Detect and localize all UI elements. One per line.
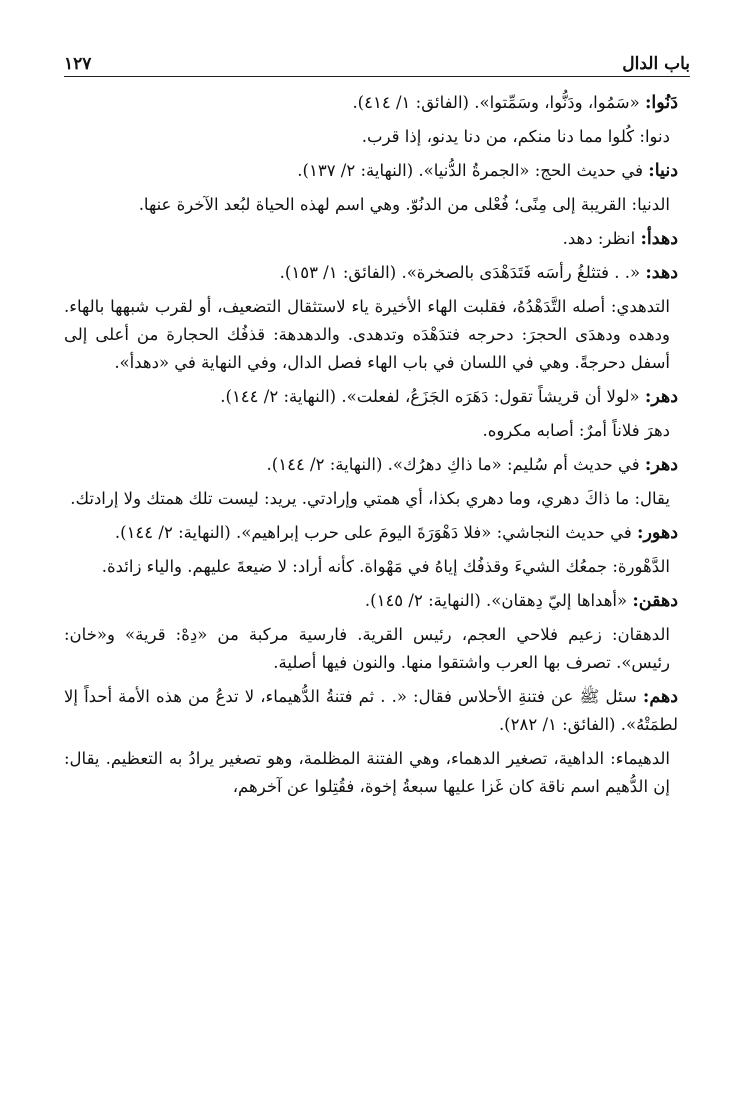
entry-text: سئل ﷺ عن فتنةِ الأحلاس فقال: «. . ثم فتنةُ الدُّهيماء، لا تدعُ من هذه الأمة أحداً إلا لطمَتْهُ». (الفائق: ١/ ٢٨٢).	[64, 687, 678, 734]
headword: دهم:	[642, 687, 678, 707]
headword: دهور:	[637, 523, 678, 543]
entry-text: في حديث أم سُليم: «ما ذاكِ دهرُك». (النهاية: ٢/ ١٤٤).	[266, 455, 645, 474]
entry-text: انظر: دهد.	[562, 229, 641, 248]
headword: دهقن:	[632, 591, 678, 611]
entry-text: «سَمُوا، ودَنُّوا، وسَمِّتوا». (الفائق: ١/ ٤١٤).	[352, 93, 645, 112]
definition-paragraph	[64, 745, 690, 801]
headword: دهد:	[645, 263, 678, 283]
entry-text: «. . فتثلغُ رأسَه فَتَدَهْدَى بالصخرة». (الفائق: ١/ ١٥٣).	[279, 263, 646, 282]
definition-text: الدنيا: القريبة إلى مِنًى؛ فُعْلى من الدنُوّ. وهي اسم لهذه الحياة لبُعد الآخرة عنها.	[138, 195, 670, 214]
headword: دهر:	[644, 387, 678, 407]
headword: دهدأ:	[640, 229, 678, 249]
definition-paragraph	[64, 417, 690, 445]
chapter-title: باب الدال	[622, 54, 690, 74]
definition-text: دنوا: كُلوا مما دنا منكم، من دنا يدنو، إذا قرب.	[361, 127, 670, 146]
definition-paragraph	[64, 123, 690, 151]
page-header	[64, 46, 690, 77]
entry-paragraph	[64, 519, 690, 547]
definition-paragraph	[64, 293, 690, 377]
definition-text: الدهيماء: الداهية، تصغير الدهماء، وهي الفتنة المظلمة، وهو تصغير يرادُ به التعظيم. يقال: إن الدُّهيم اسم ناقة كان غَزا عليها سبعةُ إخوة، فقُتِلوا عن آخرهم،	[64, 749, 670, 796]
headword: دَنُوا:	[644, 93, 678, 113]
definition-text: يقال: ما ذاكَ دهري، وما دهري بكذا، أي همتي وإرادتي. يريد: ليست تلك همتك ولا إرادتك.	[70, 489, 670, 508]
entry-paragraph	[64, 451, 690, 479]
headword: دنيا:	[648, 161, 678, 181]
entry-paragraph	[64, 683, 690, 739]
definition-paragraph	[64, 553, 690, 581]
definition-text: دهرَ فلاناً أمرٌ: أصابه مكروه.	[482, 421, 670, 440]
page-content	[64, 89, 690, 801]
definition-paragraph	[64, 191, 690, 219]
entry-paragraph	[64, 259, 690, 287]
book-page	[64, 46, 690, 1080]
entry-paragraph	[64, 587, 690, 615]
entry-text: «لولا أن قريشاً تقول: دَهَرَه الجَزَعُ، لفعلت». (النهاية: ٢/ ١٤٤).	[220, 387, 645, 406]
entry-text: في حديث الحج: «الجمرةُ الدُّنيا». (النهاية: ٢/ ١٣٧).	[297, 161, 649, 180]
entry-paragraph	[64, 89, 690, 117]
page-number: ١٢٧	[64, 54, 92, 74]
headword: دهر:	[644, 455, 678, 475]
entry-paragraph	[64, 383, 690, 411]
entry-text: في حديث النجاشي: «فلا دَهْوَرَةَ اليومَ على حرب إبراهيم». (النهاية: ٢/ ١٤٤).	[114, 523, 638, 542]
definition-paragraph	[64, 485, 690, 513]
definition-text: الدهقان: زعيم فلاحي العجم، رئيس القرية. فارسية مركبة من «دِهْ: قرية» و«خان: رئيس». تصرف بها العرب واشتقوا منها. والنون فيها أصلية.	[64, 625, 670, 672]
definition-text: الدَّهْورة: جمعُك الشيءَ وقذفُك إياهُ في مَهْواة. كأنه أراد: لا ضيعةَ عليهم. والياء زائدة.	[101, 557, 670, 576]
definition-text: التدهدي: أصله التَّدَهْدُهُ، فقلبت الهاء الأخيرة ياء لاستثقال التضعيف، أو لقرب شبهها بالهاء. ودهده ودهدَى الحجرَ: دحرجه فتدَهْدَه وتدهدى. والدهدهة: قذفُك الحجارة من أعلى إلى أسفل دحرجةً. وهي في اللسان في باب الهاء فصل الدال، وفي النهاية في «دهدأ».	[64, 297, 670, 372]
entry-text: «أهداها إليّ دِهقان». (النهاية: ٢/ ١٤٥).	[364, 591, 633, 610]
definition-paragraph	[64, 621, 690, 677]
entry-paragraph	[64, 225, 690, 253]
entry-paragraph	[64, 157, 690, 185]
